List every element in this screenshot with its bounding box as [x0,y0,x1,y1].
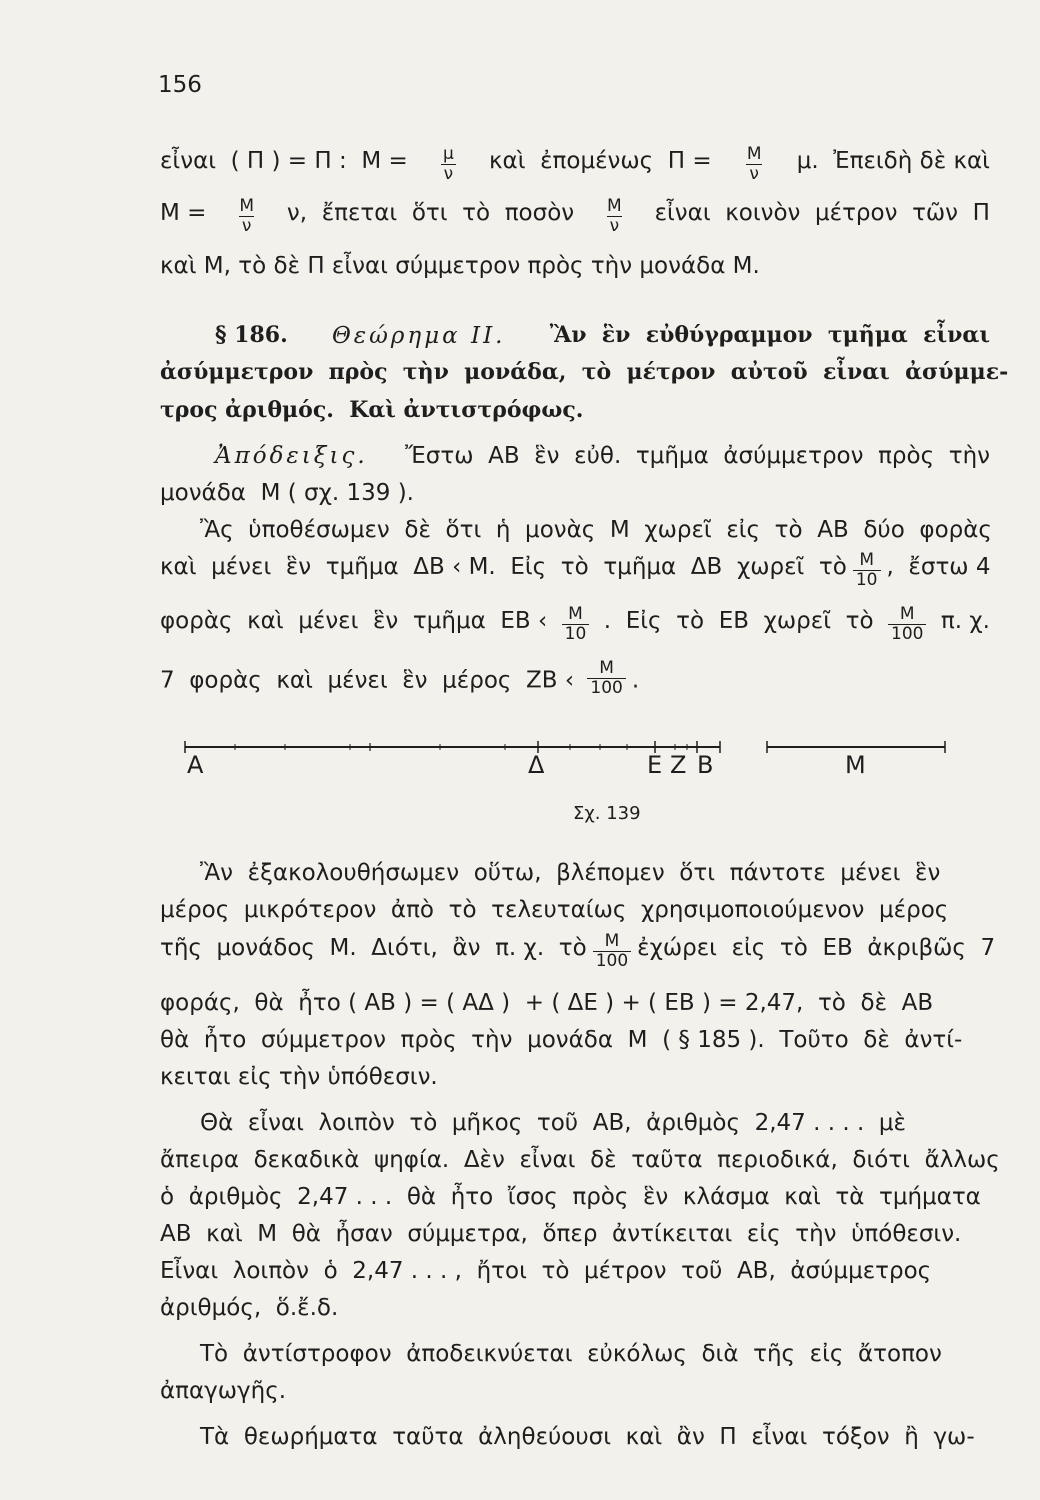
label-m: Μ [845,751,866,779]
text-segment: τῆς μονάδος Μ. Διότι, ἂν π. χ. τὸ [160,935,587,961]
fraction-denominator: ν [239,216,255,236]
text-segment: φορὰς καὶ μένει ἓν τμῆμα ΕΒ ‹ [160,608,548,634]
fraction-denominator: 10 [853,570,881,590]
text-line [160,1184,990,1210]
heading-italic: Θεώρημα ΙΙ. [331,323,506,349]
text-segment: εἶναι κοινὸν μέτρον τῶν Π [654,200,990,226]
text-line [160,196,990,238]
text-line [160,897,990,923]
fraction [236,198,257,236]
text-line [200,1110,990,1136]
text-line [215,323,990,349]
text-segment: Ἂς ὑποθέσωμεν δὲ ὅτι ἡ μονὰς Μ χωρεῖ εἰς τὸ ΑΒ δύο φορὰς [200,517,992,543]
fraction [853,552,881,590]
fraction-numerator: Μ [604,931,620,951]
fraction [587,660,625,698]
fraction [440,146,457,184]
fraction-numerator: Μ [746,144,762,164]
text-line [160,144,990,186]
fraction-denominator: ν [607,216,623,236]
text-segment: καὶ μένει ἓν τμῆμα ΔΒ ‹ Μ. Εἰς τὸ τμῆμα ΔΒ χωρεῖ τὸ [160,554,847,580]
text-line [160,359,1009,385]
fraction [562,606,590,644]
text-segment: , ἔστω 4 [886,554,991,580]
text-line [160,1221,990,1247]
text-segment: ἄπειρα δεκαδικὰ ψηφία. Δὲν εἶναι δὲ ταῦτα περιοδικά, διότι ἄλλως [160,1147,1000,1173]
fraction-numerator: Μ [859,550,875,570]
theorem-text: § 186. [215,322,288,348]
text-segment: κειται εἰς τὴν ὑπόθεσιν. [160,1064,438,1090]
text-line [160,658,990,700]
theorem-text: Ἂν ἓν εὐθύγραμμον τμῆμα εἶναι [549,322,990,348]
fraction-denominator: ν [441,164,457,184]
theorem-text: τρος ἀριθμός. Καὶ ἀντιστρόφως. [160,397,584,423]
fraction [744,146,765,184]
text-segment: θὰ ἦτο σύμμετρον πρὸς τὴν μονάδα Μ ( § 185 ). Τοῦτο δὲ ἀντί- [160,1027,963,1053]
text-line [160,550,991,592]
text-line [160,1378,990,1404]
theorem-text: ἀσύμμετρον πρὸς τὴν μονάδα, τὸ μέτρον αὐτοῦ εἶναι ἀσύμμε- [160,359,1009,385]
text-segment: ν, ἔπεται ὅτι τὸ ποσὸν [286,200,575,226]
fraction-numerator: Μ [607,196,622,216]
fraction-denominator: ν [746,164,762,184]
figure-139 [175,735,965,845]
text-segment: ἀριθμός, ὅ.ἔ.δ. [160,1295,339,1321]
text-line [160,931,996,973]
text-line [160,1295,990,1321]
text-line [160,1147,1000,1173]
text-segment: Ἔστω ΑΒ ἓν εὐθ. τμῆμα ἀσύμμετρον πρὸς τὴν [405,443,990,469]
fraction-denominator: 100 [593,951,631,971]
text-segment: π. χ. [940,608,990,634]
text-line [160,253,990,279]
text-segment: καὶ ἐπομένως Π = [489,148,712,174]
label-delta: Δ [528,751,545,779]
page-number: 156 [158,72,202,98]
text-line [160,990,990,1016]
text-line [160,1064,990,1090]
text-segment: ἀπαγωγῆς. [160,1378,287,1404]
text-line [215,443,990,469]
label-e: Ε [647,751,663,779]
text-segment: μονάδα Μ ( σχ. 139 ). [160,480,414,506]
text-line [160,397,990,423]
text-segment: ΑΒ καὶ Μ θὰ ἦσαν σύμμετρα, ὅπερ ἀντίκειται εἰς τὴν ὑπόθεσιν. [160,1221,962,1247]
fraction-numerator: Μ [568,604,583,624]
text-line [160,1258,990,1284]
text-line [160,604,990,646]
fraction-numerator: μ [442,144,454,164]
text-line [160,1027,990,1053]
text-segment: μ. Ἐπειδὴ δὲ καὶ [796,148,990,174]
fraction-numerator: Μ [599,658,614,678]
text-segment: 7 φορὰς καὶ μένει ἓν μέρος ΖΒ ‹ [160,667,582,694]
text-segment: . [631,667,640,694]
text-segment: μέρος μικρότερον ἀπὸ τὸ τελευταίως χρησιμοποιούμενον μέρος [160,897,949,923]
figure-caption: Σχ. 139 [573,803,641,824]
text-segment: Εἶναι λοιπὸν ὁ 2,47 . . . , ἤτοι τὸ μέτρον τοῦ ΑΒ, ἀσύμμετρος [160,1258,932,1284]
fraction [593,933,631,971]
text-segment: φοράς, θὰ ἦτο ( ΑΒ ) = ( ΑΔ ) + ( ΔΕ ) + ( ΕΒ ) = 2,47, τὸ δὲ ΑΒ [160,990,934,1016]
text-segment: Τὰ θεωρήματα ταῦτα ἀληθεύουσι καὶ ἂν Π εἶναι τόξον ἢ γω- [200,1424,975,1450]
fraction [888,606,926,644]
label-a: Α [187,751,204,779]
fraction-denominator: 100 [888,624,926,644]
text-segment: Θὰ εἶναι λοιπὸν τὸ μῆκος τοῦ ΑΒ, ἀριθμὸς 2,47 . . . . μὲ [200,1110,906,1136]
text-segment: ὁ ἀριθμὸς 2,47 . . . θὰ ἦτο ἴσος πρὸς ἓν κλάσμα καὶ τὰ τμήματα [160,1184,981,1210]
fraction-numerator: Μ [239,196,255,216]
text-segment: Τὸ ἀντίστροφον ἀποδεικνύεται εὐκόλως διὰ τῆς εἰς ἄτοπον [200,1341,942,1367]
text-segment: Ἂν ἐξακολουθήσωμεν οὕτω, βλέπομεν ὅτι πάντοτε μένει ἓν [200,860,941,886]
text-line [200,1424,990,1450]
text-segment: ἐχώρει εἰς τὸ ΕΒ ἀκριβῶς 7 [637,935,996,961]
text-line [200,517,990,543]
text-segment: εἶναι ( Π ) = Π : Μ = [160,148,408,174]
label-b: Β [697,751,714,779]
label-z: Ζ [670,751,687,779]
fraction-denominator: 100 [587,678,625,698]
text-line [200,860,990,886]
heading-italic: Ἀπόδειξις. [215,443,368,469]
fraction-denominator: 10 [562,624,590,644]
fraction [604,198,625,236]
fraction-numerator: Μ [899,604,915,624]
text-segment: Μ = [160,200,207,226]
text-line [160,480,990,506]
text-segment: . Εἰς τὸ ΕΒ χωρεῖ τὸ [603,608,874,634]
text-segment: καὶ Μ, τὸ δὲ Π εἶναι σύμμετρον πρὸς τὴν μονάδα Μ. [160,253,760,279]
text-line [200,1341,990,1367]
